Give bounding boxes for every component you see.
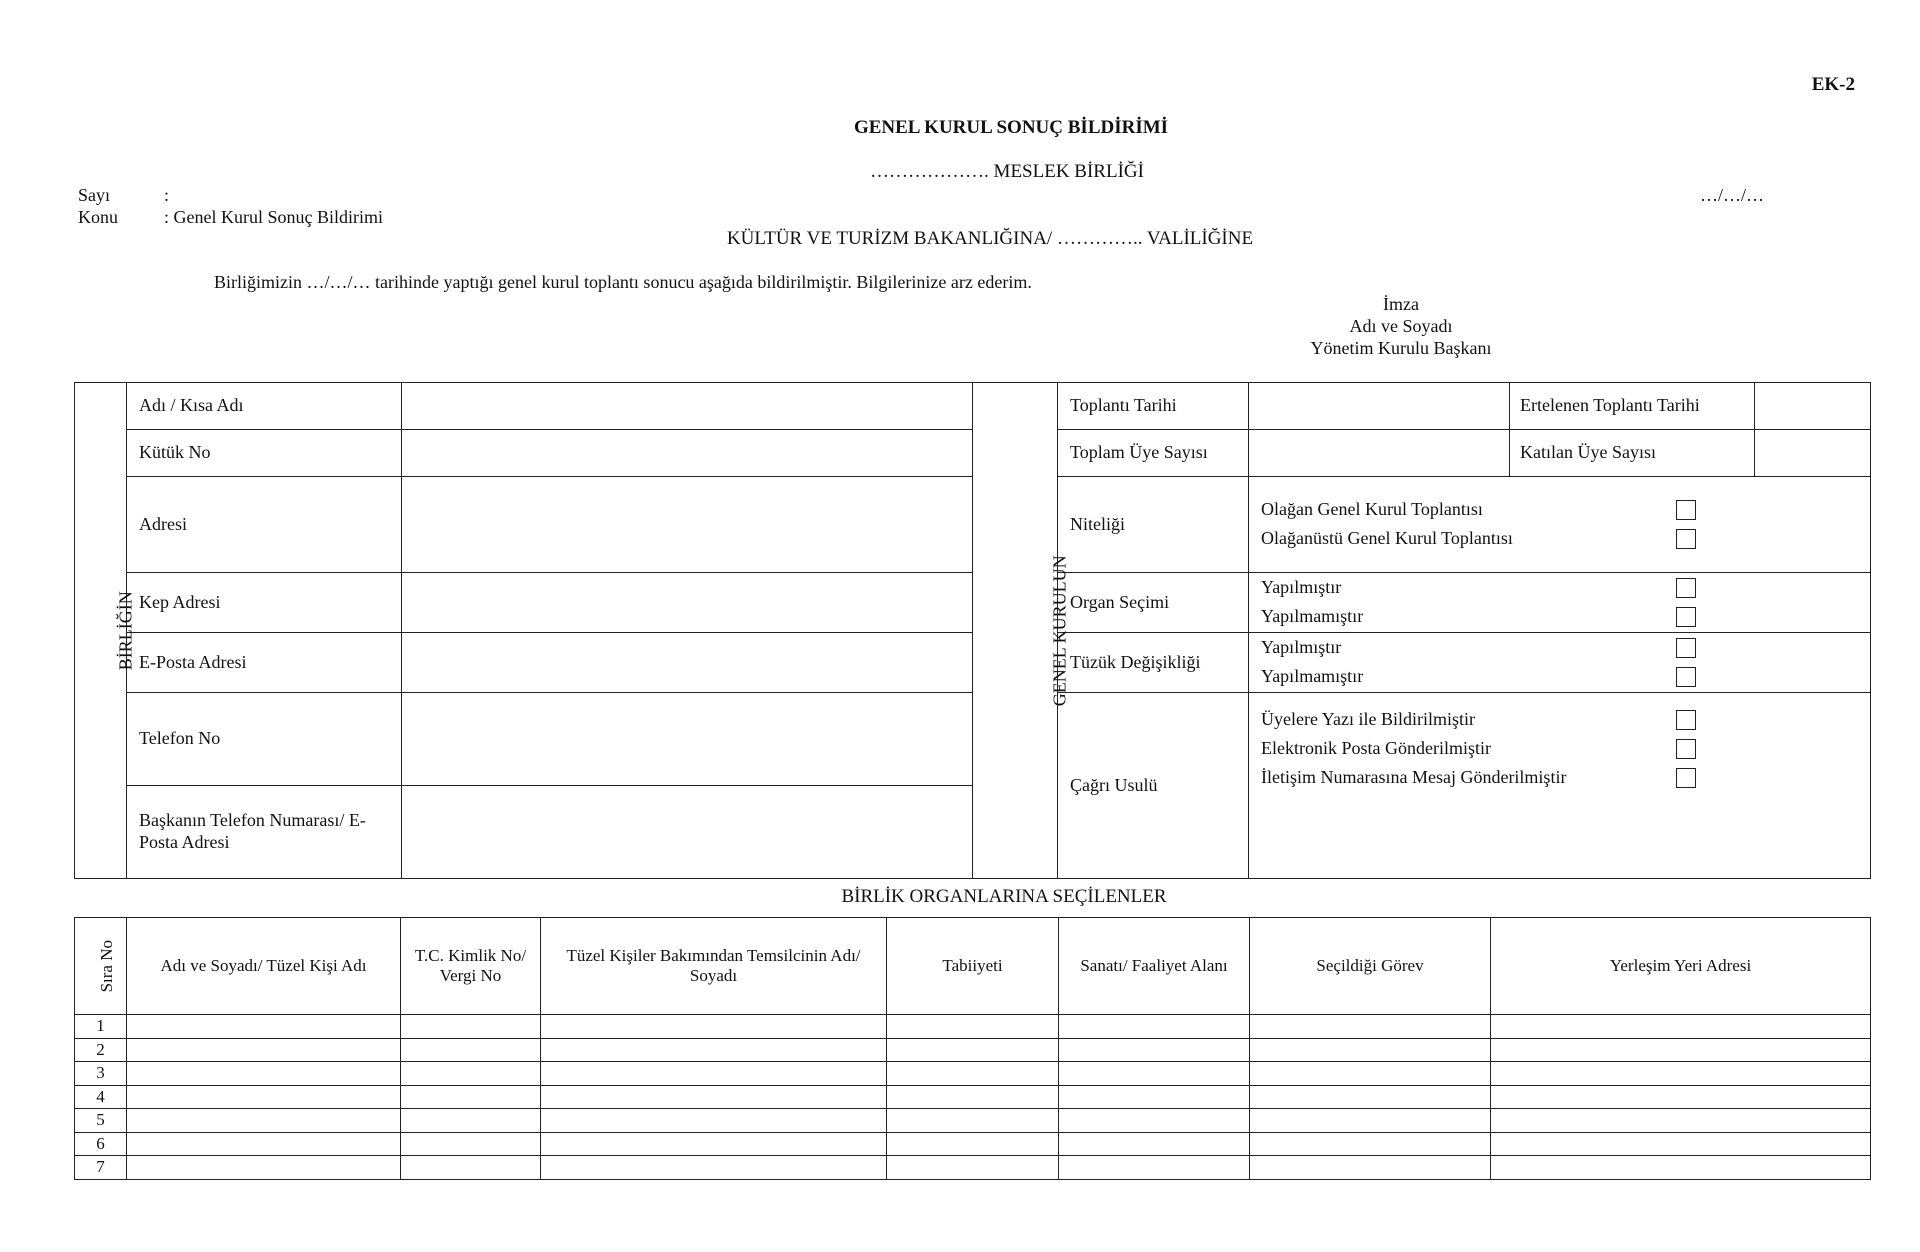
organ-election-done: Yapılmıştır (1261, 577, 1342, 598)
konu-label: Konu (78, 207, 118, 227)
col-header-position: Seçildiği Görev (1250, 918, 1491, 1015)
call-method-label: Çağrı Usulü (1058, 693, 1249, 879)
address-label: Adresi (127, 477, 402, 573)
president-contact-field[interactable] (402, 786, 973, 879)
assembly-vertical-label: GENEL KURULUN (1049, 555, 1070, 706)
member-cell[interactable] (887, 1085, 1059, 1109)
organ-election-label: Organ Seçimi (1058, 573, 1249, 633)
call-method-email: Elektronik Posta Gönderilmiştir (1261, 737, 1491, 758)
member-cell[interactable] (401, 1015, 541, 1039)
member-cell[interactable] (1059, 1062, 1250, 1086)
konu-value: : Genel Kurul Sonuç Bildirimi (164, 207, 383, 227)
member-cell[interactable] (401, 1156, 541, 1180)
sayi-value: : (164, 185, 170, 205)
postponed-date-field[interactable] (1755, 383, 1870, 429)
meeting-date-split (1249, 383, 1871, 430)
signature-title: Yönetim Kurulu Başkanı (1310, 338, 1492, 358)
statute-change-done-checkbox[interactable] (1676, 638, 1696, 658)
member-cell[interactable] (541, 1038, 887, 1062)
col-header-row-no: Sıra No (75, 918, 127, 1015)
member-cell[interactable] (1059, 1085, 1250, 1109)
president-contact-label: Başkanın Telefon Numarası/ E-Posta Adresi (127, 786, 402, 879)
table-row (75, 1015, 1871, 1039)
signature-name: Adı ve Soyadı (1349, 316, 1453, 336)
table-row (75, 1109, 1871, 1133)
member-cell[interactable] (127, 1109, 401, 1133)
member-cell[interactable] (401, 1085, 541, 1109)
union-vertical-label: BİRLİĞİN (115, 591, 136, 670)
row-number: 2 (75, 1038, 127, 1062)
member-cell[interactable] (1059, 1109, 1250, 1133)
info-table (74, 382, 1871, 879)
total-members-label: Toplam Üye Sayısı (1058, 430, 1249, 477)
email-address-label: E-Posta Adresi (127, 633, 402, 693)
member-cell[interactable] (541, 1015, 887, 1039)
member-cell[interactable] (1491, 1038, 1871, 1062)
table-row (75, 1132, 1871, 1156)
table-row (75, 1062, 1871, 1086)
member-cell[interactable] (401, 1038, 541, 1062)
nature-option-extraordinary: Olağanüstü Genel Kurul Toplantısı (1261, 528, 1513, 549)
row-number: 6 (75, 1132, 127, 1156)
organ-election-options (1249, 573, 1871, 633)
signature-imza: İmza (1383, 294, 1419, 314)
member-cell[interactable] (1250, 1015, 1491, 1039)
assembly-vertical-label-cell (973, 383, 1070, 879)
phone-no-label: Telefon No (127, 693, 402, 786)
col-header-nationality: Tabiiyeti (887, 918, 1059, 1015)
member-cell[interactable] (1250, 1062, 1491, 1086)
members-body (75, 1015, 1871, 1180)
attending-members-field[interactable] (1755, 430, 1870, 476)
row-number: 1 (75, 1015, 127, 1039)
nature-option-ordinary: Olağan Genel Kurul Toplantısı (1261, 499, 1483, 520)
member-cell[interactable] (401, 1132, 541, 1156)
col-header-id-no: T.C. Kimlik No/ Vergi No (401, 918, 541, 1015)
row-number: 3 (75, 1062, 127, 1086)
addressee-line: KÜLTÜR VE TURİZM BAKANLIĞINA/ ………….. VALİLİĞİNE (726, 228, 1254, 249)
call-method-email-checkbox[interactable] (1676, 739, 1696, 759)
union-name-field[interactable] (402, 383, 973, 430)
date-field: …/…/… (1700, 185, 1765, 205)
member-cell[interactable] (1491, 1156, 1871, 1180)
annex-label: EK-2 (1811, 74, 1855, 95)
member-cell[interactable] (887, 1109, 1059, 1133)
body-text: Birliğimizin …/…/… tarihinde yaptığı genel kurul toplantı sonucu aşağıda bildirilmiştir. Bilgilerinize arz ederim. (214, 272, 1032, 292)
organ-election-not-done: Yapılmamıştır (1261, 606, 1364, 627)
member-cell[interactable] (127, 1015, 401, 1039)
member-cell[interactable] (887, 1015, 1059, 1039)
member-cell[interactable] (541, 1132, 887, 1156)
address-field[interactable] (402, 477, 973, 573)
nature-extraordinary-checkbox[interactable] (1676, 529, 1696, 549)
member-cell[interactable] (1059, 1156, 1250, 1180)
col-header-representative: Tüzel Kişiler Bakımından Temsilcinin Adı/ Soyadı (541, 918, 887, 1015)
kep-address-field[interactable] (402, 573, 973, 633)
member-cell[interactable] (1250, 1109, 1491, 1133)
organ-election-not-done-checkbox[interactable] (1676, 607, 1696, 627)
table-row (75, 1156, 1871, 1180)
statute-change-label: Tüzük Değişikliği (1058, 633, 1249, 693)
statute-change-options (1249, 633, 1871, 693)
attending-members-label: Katılan Üye Sayısı (1510, 430, 1755, 476)
member-cell[interactable] (1491, 1085, 1871, 1109)
registry-no-label: Kütük No (127, 430, 402, 477)
member-cell[interactable] (127, 1038, 401, 1062)
meeting-date-field[interactable] (1249, 383, 1510, 429)
member-cell[interactable] (1250, 1038, 1491, 1062)
call-method-sms: İletişim Numarasına Mesaj Gönderilmiştir (1261, 766, 1567, 787)
union-name-label: Adı / Kısa Adı (127, 383, 402, 430)
member-cell[interactable] (887, 1062, 1059, 1086)
member-cell[interactable] (541, 1109, 887, 1133)
organ-election-done-checkbox[interactable] (1676, 578, 1696, 598)
member-cell[interactable] (541, 1156, 887, 1180)
member-cell[interactable] (127, 1062, 401, 1086)
nature-ordinary-checkbox[interactable] (1676, 500, 1696, 520)
nature-options (1249, 477, 1871, 573)
member-cell[interactable] (1250, 1085, 1491, 1109)
call-method-letter: Üyelere Yazı ile Bildirilmiştir (1261, 708, 1475, 729)
registry-no-field[interactable] (402, 430, 973, 477)
members-section-title: BİRLİK ORGANLARINA SEÇİLENLER (841, 886, 1167, 907)
member-cell[interactable] (1059, 1038, 1250, 1062)
statute-change-done: Yapılmıştır (1261, 637, 1342, 658)
call-method-options (1249, 693, 1871, 879)
member-cell[interactable] (1250, 1132, 1491, 1156)
member-cell[interactable] (541, 1062, 887, 1086)
member-cell[interactable] (1491, 1109, 1871, 1133)
member-cell[interactable] (887, 1132, 1059, 1156)
col-header-profession: Sanatı/ Faaliyet Alanı (1059, 918, 1250, 1015)
nature-label: Niteliği (1058, 477, 1249, 573)
call-method-sms-checkbox[interactable] (1676, 768, 1696, 788)
meeting-date-label: Toplantı Tarihi (1058, 383, 1249, 430)
table-row (75, 1085, 1871, 1109)
col-header-name: Adı ve Soyadı/ Tüzel Kişi Adı (127, 918, 401, 1015)
member-cell[interactable] (127, 1085, 401, 1109)
member-cell[interactable] (401, 1062, 541, 1086)
table-row (75, 1038, 1871, 1062)
row-number: 5 (75, 1109, 127, 1133)
members-count-split (1249, 430, 1871, 477)
email-address-field[interactable] (402, 633, 973, 693)
member-cell[interactable] (1059, 1132, 1250, 1156)
statute-change-not-done: Yapılmamıştır (1261, 666, 1364, 687)
statute-change-not-done-checkbox[interactable] (1676, 667, 1696, 687)
union-vertical-label-cell (75, 383, 136, 879)
member-cell[interactable] (1250, 1156, 1491, 1180)
phone-no-field[interactable] (402, 693, 973, 786)
union-name-line: ………………. MESLEK BİRLİĞİ (870, 161, 1144, 182)
postponed-date-label: Ertelenen Toplantı Tarihi (1510, 383, 1755, 429)
member-cell[interactable] (1491, 1062, 1871, 1086)
col-header-address: Yerleşim Yeri Adresi (1491, 918, 1871, 1015)
row-number: 4 (75, 1085, 127, 1109)
member-cell[interactable] (1059, 1015, 1250, 1039)
sayi-label: Sayı (78, 185, 111, 205)
member-cell[interactable] (541, 1085, 887, 1109)
member-cell[interactable] (1491, 1132, 1871, 1156)
members-table (74, 917, 1871, 1180)
row-number: 7 (75, 1156, 127, 1180)
member-cell[interactable] (1491, 1015, 1871, 1039)
form-title: GENEL KURUL SONUÇ BİLDİRİMİ (853, 117, 1169, 138)
member-cell[interactable] (887, 1156, 1059, 1180)
member-cell[interactable] (127, 1156, 401, 1180)
member-cell[interactable] (401, 1109, 541, 1133)
member-cell[interactable] (127, 1132, 401, 1156)
member-cell[interactable] (887, 1038, 1059, 1062)
kep-address-label: Kep Adresi (127, 573, 402, 633)
total-members-field[interactable] (1249, 430, 1510, 476)
call-method-letter-checkbox[interactable] (1676, 710, 1696, 730)
